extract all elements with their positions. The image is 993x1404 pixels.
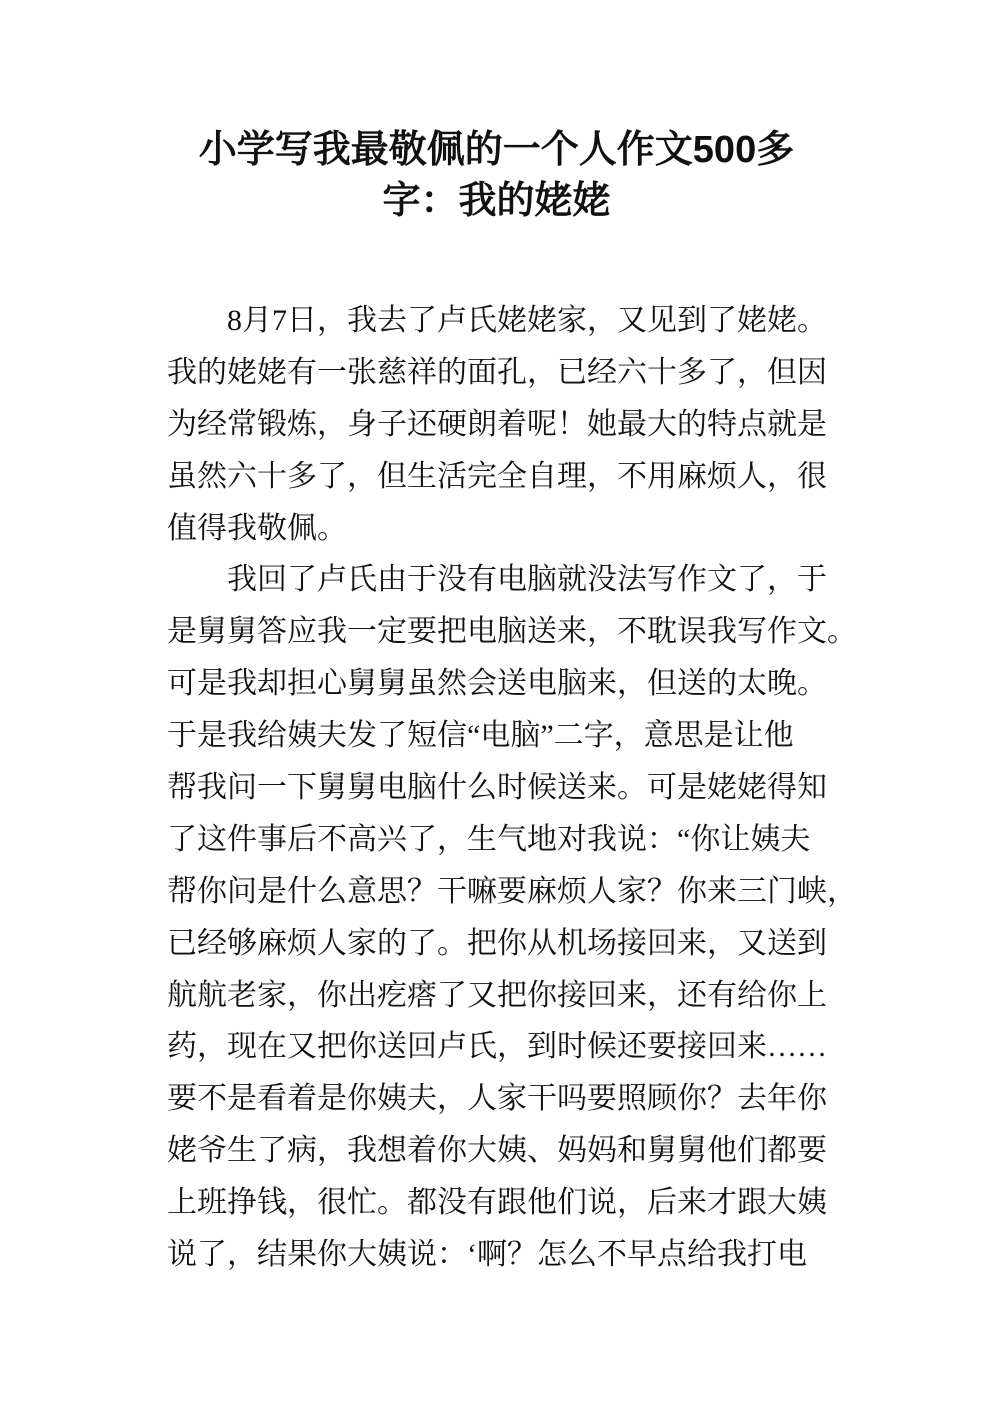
document-title-line-1: 小学写我最敬佩的一个人作文500多 bbox=[198, 129, 795, 171]
paragraph-line: 药，现在又把你送回卢氏，到时候还要接回来…… bbox=[167, 1030, 827, 1064]
paragraph-line: 姥爷生了病，我想着你大姨、妈妈和舅舅他们都要 bbox=[167, 1134, 827, 1168]
paragraph-line: 为经常锻炼，身子还硬朗着呢！她最大的特点就是 bbox=[167, 407, 827, 441]
paragraph-line: 于是我给姨夫发了短信“电脑”二字，意思是让他 bbox=[167, 719, 794, 753]
paragraph-line: 帮我问一下舅舅电脑什么时候送来。可是姥姥得知 bbox=[167, 771, 827, 805]
document-title-line-2: 字：我的姥姥 bbox=[382, 180, 611, 222]
paragraph-line: 我回了卢氏由于没有电脑就没法写作文了，于 bbox=[227, 563, 827, 597]
paragraph-line: 帮你问是什么意思？干嘛要麻烦人家？你来三门峡， bbox=[167, 874, 857, 908]
paragraph-line: 了这件事后不高兴了，生气地对我说：“你让姨夫 bbox=[167, 822, 811, 856]
paragraph-line: 是舅舅答应我一定要把电脑送来，不耽误我写作文。 bbox=[167, 615, 857, 649]
paragraph-line: 说了，结果你大姨说：‘啊？怎么不早点给我打电 bbox=[167, 1238, 807, 1272]
document-body bbox=[167, 301, 867, 1287]
paragraph-line: 已经够麻烦人家的了。把你从机场接回来，又送到 bbox=[167, 926, 827, 960]
paragraph-line: 上班挣钱，很忙。都没有跟他们说，后来才跟大姨 bbox=[167, 1186, 827, 1220]
paragraph-line: 值得我敬佩。 bbox=[167, 511, 347, 545]
paragraph-line: 8月7日，我去了卢氏姥姥家，又见到了姥姥。 bbox=[227, 304, 827, 337]
paragraph-line: 我的姥姥有一张慈祥的面孔，已经六十多了，但因 bbox=[167, 355, 827, 389]
paragraph-line: 可是我却担心舅舅虽然会送电脑来，但送的太晚。 bbox=[167, 667, 827, 701]
paragraph-line: 虽然六十多了，但生活完全自理，不用麻烦人，很 bbox=[167, 459, 827, 493]
paragraph-line: 航航老家，你出疙瘩了又把你接回来，还有给你上 bbox=[167, 978, 827, 1012]
paragraph-line: 要不是看着是你姨夫，人家干吗要照顾你？去年你 bbox=[167, 1082, 827, 1116]
